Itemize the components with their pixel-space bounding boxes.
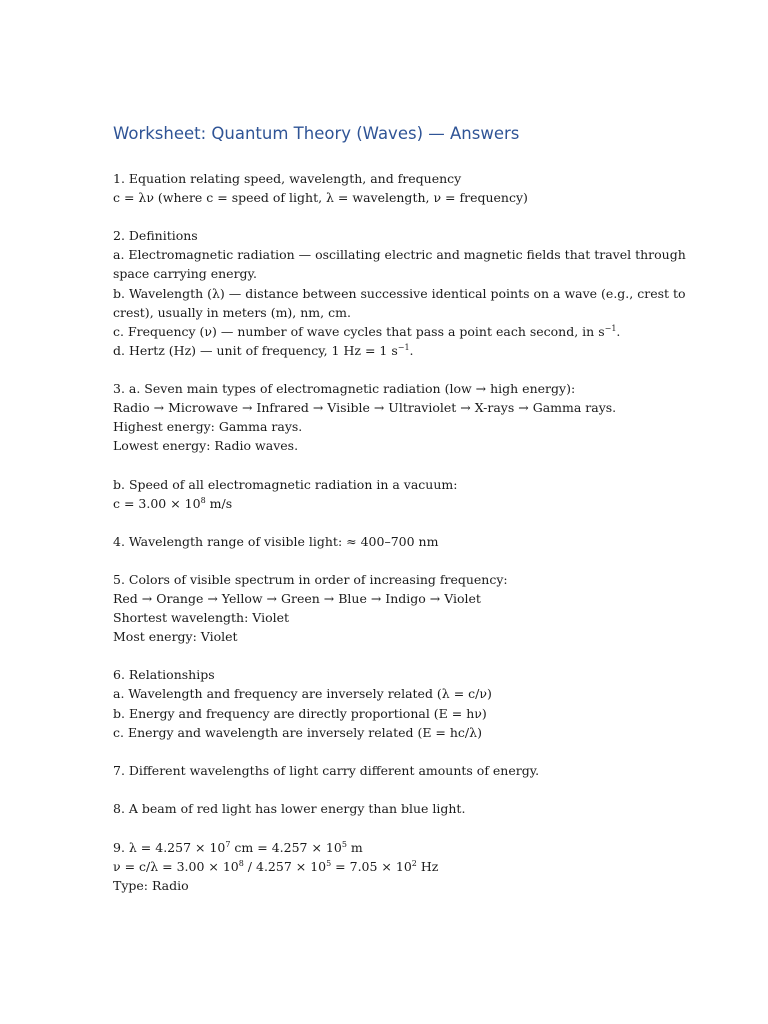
q6b-line: b. Energy and frequency are directly proportional (E = hν): [113, 706, 487, 721]
q3b-pre: c = 3.00 × 10: [113, 496, 201, 511]
q9-a3: m: [346, 840, 363, 855]
q3a-list: Radio → Microwave → Infrared → Visible → Ultraviolet → X-rays → Gamma rays.: [113, 400, 617, 415]
q3b-sup: 8: [200, 495, 206, 505]
q9-s4: 5: [326, 858, 332, 868]
q3b-equation: [113, 494, 232, 513]
q2a-line1: a. Electromagnetic radiation — oscillating electric and magnetic fields that travel through: [113, 247, 686, 262]
q1-heading: 1. Equation relating speed, wavelength, and frequency: [113, 171, 462, 186]
q7-line: 7. Different wavelengths of light carry different amounts of energy.: [113, 763, 540, 778]
q3a-heading: 3. a. Seven main types of electromagnetic radiation (low → high energy):: [113, 381, 576, 396]
q6a-line: a. Wavelength and frequency are inversely related (λ = c/ν): [113, 686, 492, 701]
q9-type: Type: Radio: [113, 878, 189, 893]
q2a-line2: space carrying energy.: [113, 266, 257, 281]
q9-s2: 5: [341, 839, 347, 849]
q2b-line1: b. Wavelength (λ) — distance between successive identical points on a wave (e.g., crest to: [113, 286, 686, 301]
q2d-line: [113, 341, 414, 360]
q2c-sup: −1: [604, 323, 617, 333]
q9-line2: [113, 857, 438, 876]
q9-s1: 7: [225, 839, 231, 849]
q2c-end: .: [616, 324, 621, 339]
q3a-highest: Highest energy: Gamma rays.: [113, 419, 303, 434]
q5-most: Most energy: Violet: [113, 629, 238, 644]
q9-b4: Hz: [416, 859, 439, 874]
q9-a2: cm = 4.257 × 10: [230, 840, 342, 855]
q9-line1: [113, 838, 363, 857]
q2b-line2: crest), usually in meters (m), nm, cm.: [113, 305, 351, 320]
q2c-text: c. Frequency (ν) — number of wave cycles that pass a point each second, in s: [113, 324, 605, 339]
q2-heading: 2. Definitions: [113, 228, 198, 243]
q9-a1: 9. λ = 4.257 × 10: [113, 840, 226, 855]
q3b-heading: b. Speed of all electromagnetic radiation in a vacuum:: [113, 477, 458, 492]
q4-line: 4. Wavelength range of visible light: ≈ 400–700 nm: [113, 534, 439, 549]
q9-s5: 2: [411, 858, 417, 868]
q8-line: 8. A beam of red light has lower energy than blue light.: [113, 801, 466, 816]
q3b-post: m/s: [205, 496, 233, 511]
page-title: Worksheet: Quantum Theory (Waves) — Answers: [113, 124, 520, 143]
q2d-end: .: [409, 343, 414, 358]
q9-b1: ν = c/λ = 3.00 × 10: [113, 859, 239, 874]
q5-list: Red → Orange → Yellow → Green → Blue → Indigo → Violet: [113, 591, 481, 606]
q6c-line: c. Energy and wavelength are inversely related (E = hc/λ): [113, 725, 482, 740]
q9-b3: = 7.05 × 10: [331, 859, 412, 874]
q2d-sup: −1: [397, 342, 410, 352]
q1-equation: c = λν (where c = speed of light, λ = wavelength, ν = frequency): [113, 190, 528, 205]
q5-shortest: Shortest wavelength: Violet: [113, 610, 290, 625]
q3a-lowest: Lowest energy: Radio waves.: [113, 438, 299, 453]
q9-s3: 8: [238, 858, 244, 868]
q2d-text: d. Hertz (Hz) — unit of frequency, 1 Hz = 1 s: [113, 343, 398, 358]
q2c-line: [113, 322, 620, 341]
q6-heading: 6. Relationships: [113, 667, 215, 682]
q5-heading: 5. Colors of visible spectrum in order of increasing frequency:: [113, 572, 508, 587]
q9-b2: / 4.257 × 10: [243, 859, 327, 874]
